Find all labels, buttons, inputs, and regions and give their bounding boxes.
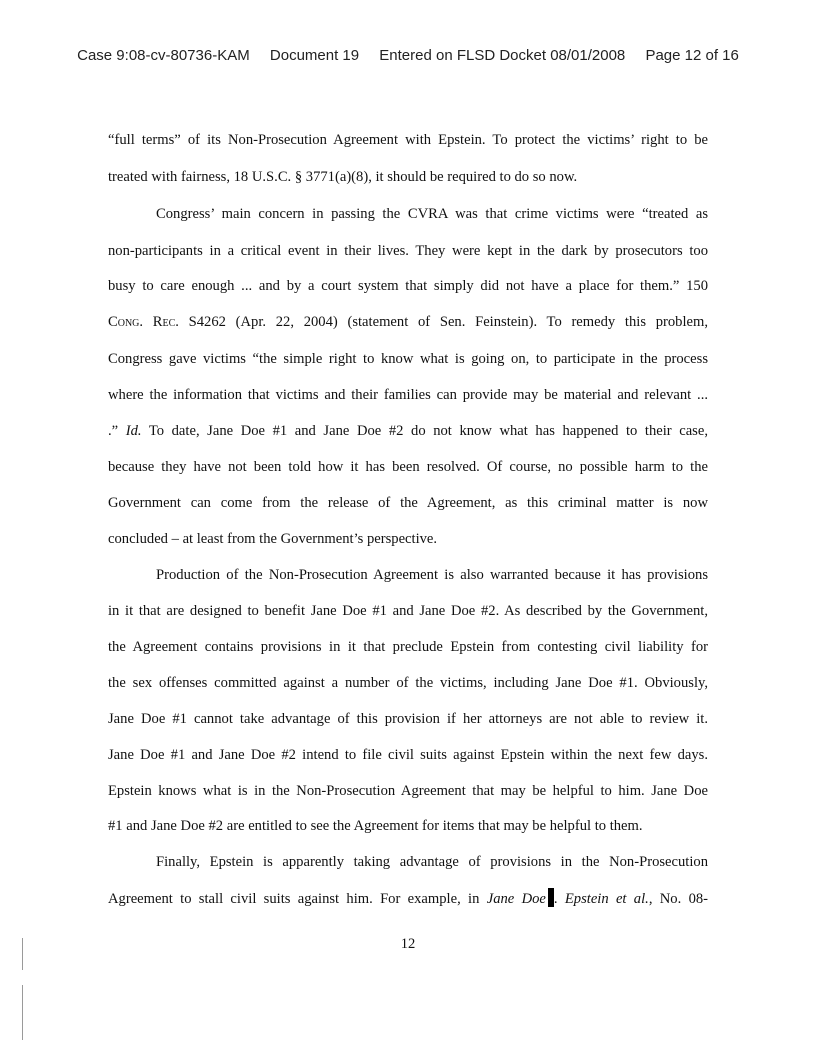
body-line [108, 312, 708, 332]
body-line: Production of the Non-Prosecution Agreement is also warranted because it has provisions [156, 567, 708, 583]
scan-artifact [22, 985, 23, 1040]
body-line: the sex offenses committed against a number of the victims, including Jane Doe #1. Obviously, [108, 675, 708, 691]
id-citation: Id. [125, 423, 142, 439]
body-line: Jane Doe #1 and Jane Doe #2 intend to file civil suits against Epstein within the next few days. [108, 747, 708, 763]
line-text: , No. 08- [648, 891, 709, 907]
body-line: the Agreement contains provisions in it that preclude Epstein from contesting civil liability for [108, 639, 708, 655]
body-line: busy to care enough ... and by a court system that simply did not have a place for them.” 150 [108, 278, 708, 294]
body-line: Jane Doe #1 cannot take advantage of this provision if her attorneys are not able to review it. [108, 711, 708, 727]
body-line [108, 888, 708, 909]
body-line: Epstein knows what is in the Non-Prosecution Agreement that may be helpful to him. Jane Doe [108, 783, 708, 799]
line-text: To date, Jane Doe #1 and Jane Doe #2 do not know what has happened to their case, [141, 423, 708, 439]
body-line: #1 and Jane Doe #2 are entitled to see the Agreement for items that may be helpful to them. [108, 818, 643, 834]
entered-date: Entered on FLSD Docket 08/01/2008 [379, 47, 626, 64]
body-line: because they have not been told how it has been resolved. Of course, no possible harm to the [108, 459, 708, 475]
body-line: Government can come from the release of the Agreement, as this criminal matter is now [108, 495, 708, 511]
case-name-defendant: Epstein et al. [564, 891, 649, 907]
page-number: 12 [400, 936, 416, 952]
body-line [108, 421, 708, 441]
body-line: non-participants in a critical event in their lives. They were kept in the dark by prosecutors too [108, 243, 708, 259]
docket-header [0, 47, 816, 64]
line-text: . [553, 891, 565, 907]
case-number: Case 9:08-cv-80736-KAM [77, 47, 250, 64]
scan-artifact [22, 938, 23, 970]
line-text: Agreement to stall civil suits against him. For example, in [108, 891, 487, 907]
case-name-plaintiff: Jane Doe [486, 891, 546, 907]
reporter-citation: Cong. Rec. [108, 314, 179, 330]
body-line: where the information that victims and their families can provide may be material and relevant ... [108, 387, 708, 403]
body-line: treated with fairness, 18 U.S.C. § 3771(a)(8), it should be required to do so now. [108, 169, 578, 185]
document-number: Document 19 [269, 47, 360, 64]
body-line: “full terms” of its Non-Prosecution Agreement with Epstein. To protect the victims’ right to be [108, 132, 708, 148]
body-line: concluded – at least from the Government’s perspective. [108, 531, 438, 547]
page-of: Page 12 of 16 [645, 47, 739, 64]
body-line: Congress gave victims “the simple right to know what is going on, to participate in the process [108, 351, 708, 367]
body-line: Finally, Epstein is apparently taking advantage of provisions in the Non-Prosecution [156, 854, 708, 870]
line-text: S4262 (Apr. 22, 2004) (statement of Sen. Feinstein). To remedy this problem, [178, 314, 708, 330]
body-line: Congress’ main concern in passing the CVRA was that crime victims were “treated as [156, 206, 708, 222]
body-line: in it that are designed to benefit Jane Doe #1 and Jane Doe #2. As described by the Government, [108, 603, 708, 619]
line-text: .” [108, 423, 126, 439]
